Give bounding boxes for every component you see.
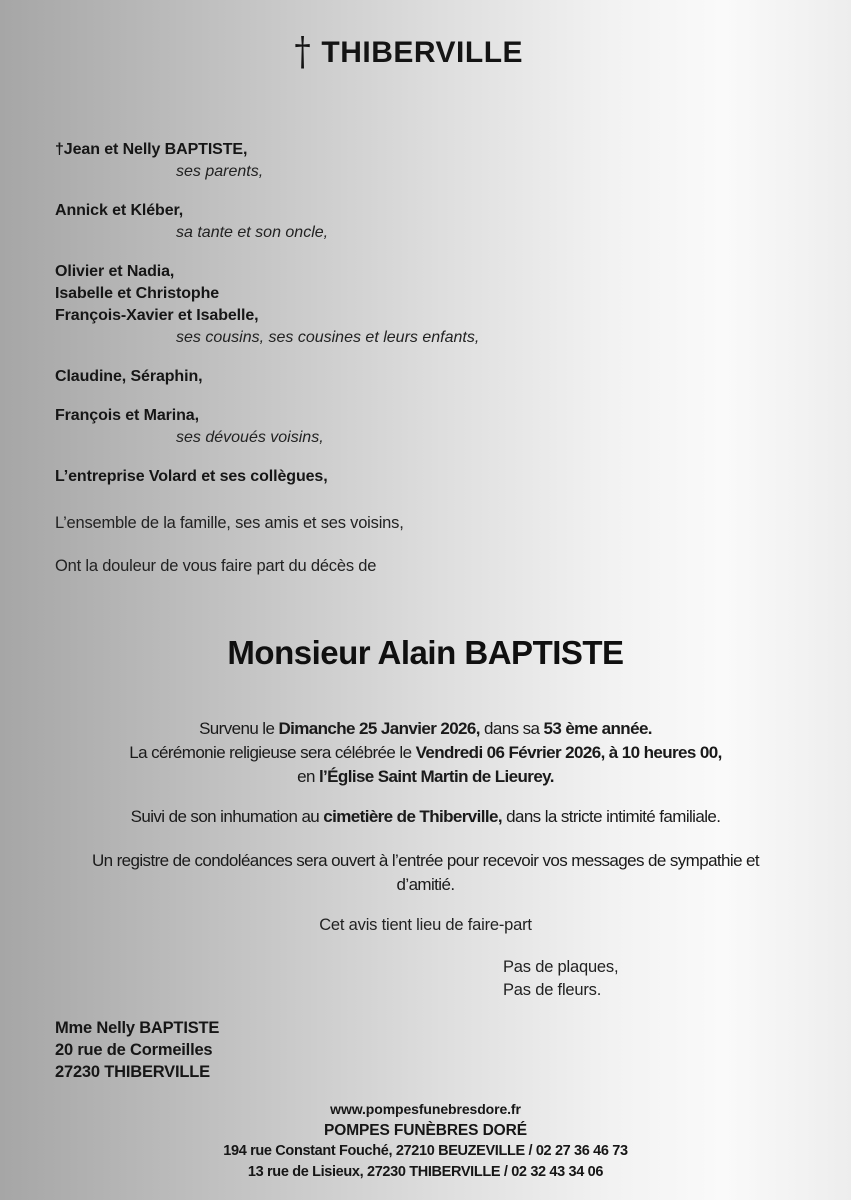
no-flowers-block [503, 956, 851, 1002]
plain-text: Suivi de son inhumation au [130, 807, 324, 826]
burial-line [0, 805, 851, 829]
family-relation: sa tante et son oncle, [176, 224, 329, 241]
ceremony-line [0, 741, 851, 765]
contact-city: 27230 THIBERVILLE [55, 1063, 210, 1081]
funeral-home-footer [0, 1099, 851, 1183]
family-names-line: †Jean et Nelly BAPTISTE, [55, 141, 248, 158]
emphasized-text: l’Église Saint Martin de Lieurey. [318, 767, 554, 786]
family-relation: ses cousins, ses cousines et leurs enfants, [176, 329, 480, 346]
no-plaques-line: Pas de plaques, [503, 958, 619, 976]
family-relation: ses dévoués voisins, [176, 429, 324, 446]
funeral-home-name: POMPES FUNÈBRES DORÉ [324, 1122, 527, 1139]
funeral-home-website: www.pompesfunebresdore.fr [330, 1101, 521, 1117]
cross-icon: † [294, 29, 311, 75]
town-title: THIBERVILLE [321, 36, 524, 69]
family-names-line: Claudine, Séraphin, [55, 368, 203, 385]
faire-part-notice: Cet avis tient lieu de faire-part [319, 916, 532, 934]
emphasized-text: 53 ème année. [543, 719, 652, 738]
family-relation: ses parents, [176, 163, 264, 180]
ceremony-line [0, 717, 851, 741]
plain-text: dans la stricte intimité familiale. [501, 807, 721, 826]
family-names-line: François-Xavier et Isabelle, [55, 307, 259, 324]
contact-street: 20 rue de Cormeilles [55, 1041, 213, 1059]
plain-text: La cérémonie religieuse sera célébrée le [129, 743, 416, 762]
emphasized-text: Vendredi 06 Février 2026, à 10 heures 00, [415, 743, 722, 762]
ceremony-details [0, 717, 851, 789]
emphasized-text: cimetière de Thiberville, [323, 807, 502, 826]
family-closing-line: L’ensemble de la famille, ses amis et ses voisins, [55, 514, 404, 532]
announcement-line: Ont la douleur de vous faire part du décès de [55, 557, 377, 575]
family-entry [55, 466, 851, 488]
plain-text: Survenu le [199, 719, 279, 738]
plain-text: en [297, 767, 319, 786]
no-fleurs-line: Pas de fleurs. [503, 981, 602, 999]
family-names-line: L’entreprise Volard et ses collègues, [55, 468, 328, 485]
family-entry [55, 366, 851, 388]
condolence-register-line: Un registre de condoléances sera ouvert à l’entrée pour recevoir vos messages de sympathie et d’amitié. [91, 851, 760, 894]
contact-name: Mme Nelly BAPTISTE [55, 1019, 220, 1037]
plain-text: dans sa [479, 719, 544, 738]
family-entry [55, 405, 851, 449]
emphasized-text: Dimanche 25 Janvier 2026, [278, 719, 480, 738]
contact-address-block [55, 1017, 851, 1083]
page-title [0, 0, 834, 73]
family-list [55, 139, 851, 488]
ceremony-line [0, 765, 851, 789]
family-entry [55, 261, 851, 349]
family-names-line: Annick et Kléber, [55, 202, 184, 219]
family-names-line: Olivier et Nadia, [55, 263, 175, 280]
family-names-line: François et Marina, [55, 407, 199, 424]
funeral-home-address: 194 rue Constant Fouché, 27210 BEUZEVILLE / 02 27 36 46 73 [223, 1143, 628, 1159]
family-names-line: Isabelle et Christophe [55, 285, 220, 302]
family-entry [55, 200, 851, 244]
funeral-home-address: 13 rue de Lisieux, 27230 THIBERVILLE / 02 32 43 34 06 [247, 1164, 604, 1180]
family-entry [55, 139, 851, 183]
deceased-name: Monsieur Alain BAPTISTE [227, 634, 624, 671]
